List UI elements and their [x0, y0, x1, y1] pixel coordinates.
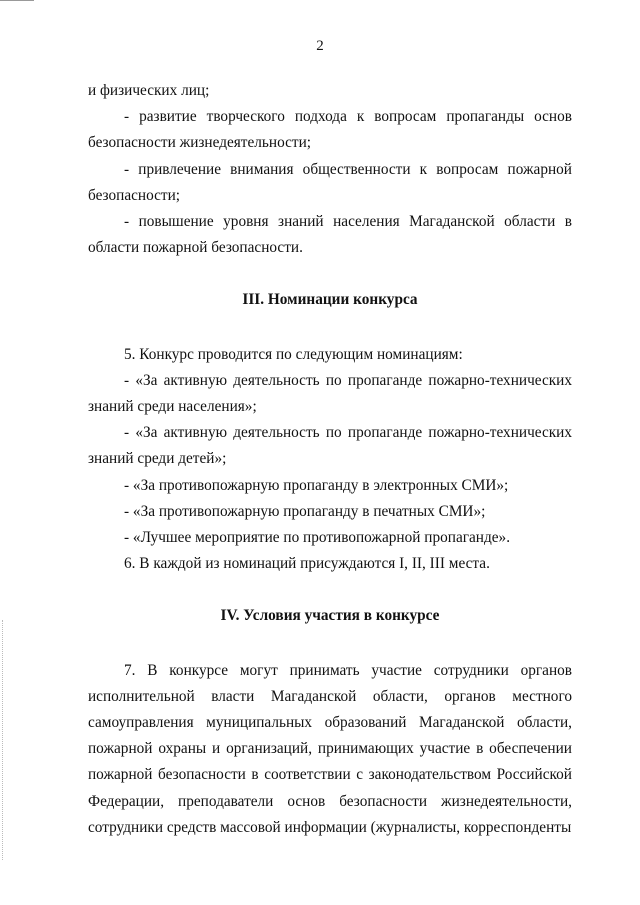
- nomination-item: - «За противопожарную пропаганду в печатных СМИ»;: [124, 502, 486, 520]
- nomination-item: - «За противопожарную пропаганду в электронных СМИ»;: [124, 476, 509, 494]
- nomination-item: - «Лучшее мероприятие по противопожарной пропаганде».: [124, 529, 511, 547]
- section-heading-nominations: III. Номинации конкурса: [242, 291, 418, 309]
- goal-item-knowledge-level: - повышение уровня знаний населения Магаданской области в области пожарной безопасности.: [88, 213, 572, 257]
- intro-continuation: и физических лиц;: [88, 82, 210, 99]
- document-body: [88, 78, 572, 841]
- paragraph-7: 7. В конкурсе могут принимать участие сотрудники органов исполнительной власти Магаданской области, органов местного самоуправления муниципальных образований Магаданской области, пожарной охраны и организаций, принимающих участие в обеспечении пожарной безопасности в соответствии с законодательством Российской Федерации, преподаватели основ безопасности жизнедеятельности, сотрудники средств массовой информации (журналисты, корреспонденты: [88, 661, 572, 836]
- paragraph-6: 6. В каждой из номинаций присуждаются I, II, III места.: [124, 555, 490, 573]
- goal-item-public-attention: - привлечение внимания общественности к вопросам пожарной безопасности;: [88, 160, 572, 204]
- page-number: 2: [316, 38, 324, 54]
- scan-margin-dots: [2, 620, 5, 860]
- scan-corner-mark: [0, 0, 34, 3]
- section-heading-conditions: IV. Условия участия в конкурсе: [220, 607, 440, 625]
- nomination-item: - «За активную деятельность по пропаганде пожарно-технических знаний среди детей»;: [88, 424, 572, 468]
- nomination-item: - «За активную деятельность по пропаганде пожарно-технических знаний среди населения»;: [88, 371, 572, 416]
- paragraph-5: 5. Конкурс проводится по следующим номинациям:: [124, 345, 463, 363]
- goal-item-creativity: - развитие творческого подхода к вопросам пропаганды основ безопасности жизнедеятельности;: [88, 108, 572, 152]
